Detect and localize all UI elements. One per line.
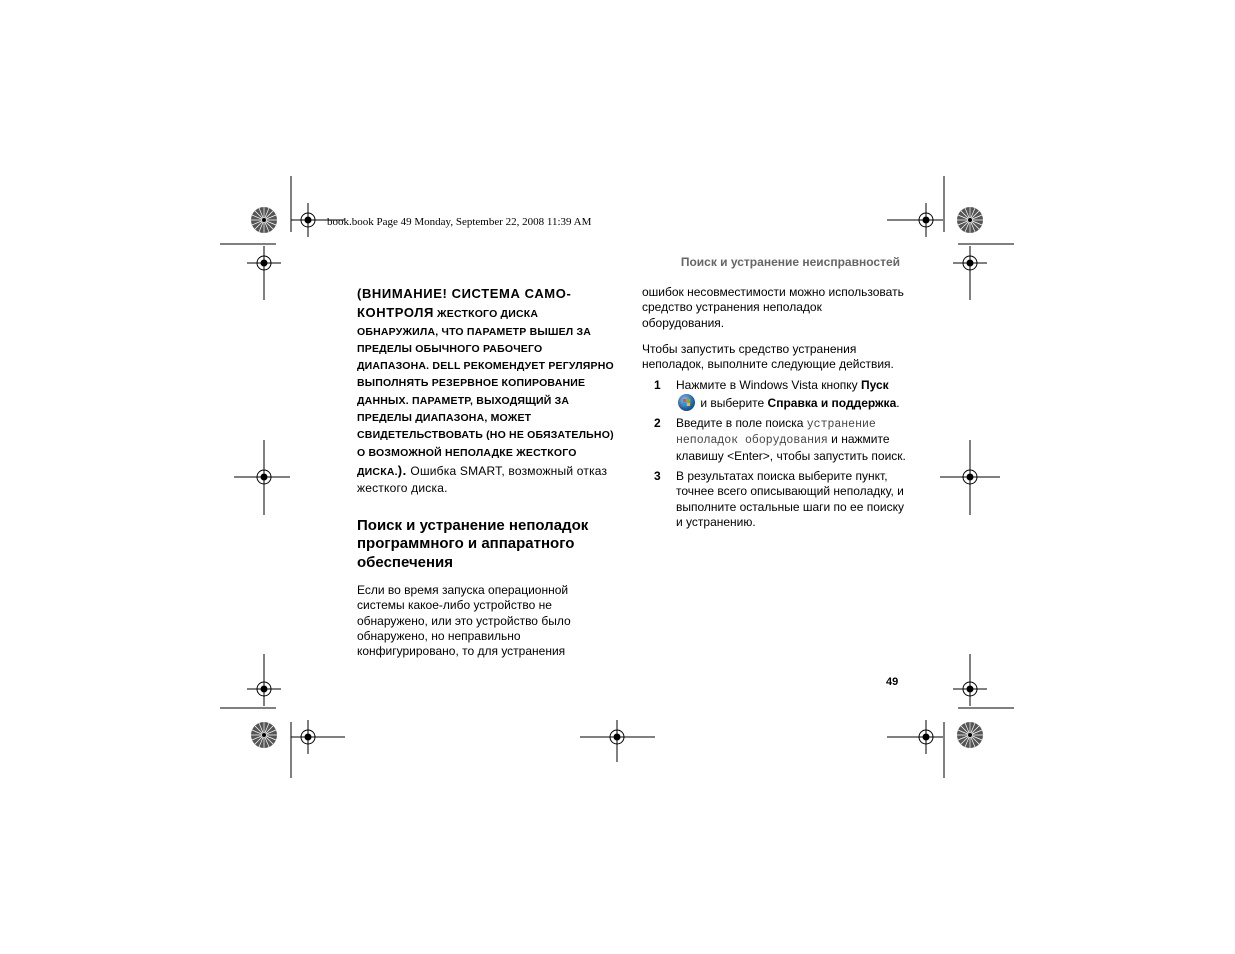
warning-message — [357, 285, 617, 499]
windows-start-icon — [678, 394, 695, 411]
right-paragraph-1: ошибок несовместимости можно использовать средство устранения неполадок оборудования. — [642, 285, 904, 330]
step-text: . — [896, 395, 900, 410]
search-term: устранение неполадок оборудования — [676, 418, 876, 448]
left-column — [357, 285, 617, 660]
right-paragraph-2: Чтобы запустить средство устранения неполадок, выполните следующие действия. — [642, 341, 894, 372]
step-text: и нажмите клавишу <Enter>, чтобы запустить поиск. — [676, 432, 906, 463]
right-column — [642, 285, 907, 535]
warning-title: ВНИМАНИЕ! СИСТЕМА САМО-КОНТРОЛЯ — [357, 286, 572, 321]
step-text: Введите в поле поиска — [676, 416, 807, 431]
step-item — [642, 469, 907, 530]
step-number: 3 — [654, 468, 661, 483]
steps-list — [642, 378, 907, 530]
warning-open: ( — [357, 286, 362, 301]
step-number: 2 — [654, 416, 661, 431]
file-header: book.book Page 49 Monday, September 22, 2008 11:39 AM — [327, 216, 592, 228]
step-text: Нажмите в Windows Vista кнопку — [676, 378, 861, 393]
running-head: Поиск и устранение неисправностей — [680, 255, 900, 269]
start-label: Пуск — [860, 378, 889, 393]
step-text: В результатах поиска выберите пункт, точнее всего описывающий неполадку, и выполните остальные шаги по ее поиску и устранению. — [676, 468, 904, 529]
warning-body: ЖЕСТКОГО ДИСКА ОБНАРУЖИЛА, ЧТО ПАРАМЕТР ВЫШЕЛ ЗА ПРЕДЕЛЫ ОБЫЧНОГО РАБОЧЕГО ДИАПАЗОНА. DELL РЕКОМЕНДУЕТ РЕГУЛЯРНО ВЫПОЛНЯТЬ РЕЗЕРВНОЕ КОПИРОВАНИЕ ДАННЫХ. ПАРАМЕТР, ВЫХОДЯЩИЙ ЗА ПРЕДЕЛЫ ДИАПАЗОНА, МОЖЕТ СВИДЕТЕЛЬСТВОВАТЬ (НО НЕ ОБЯЗАТЕЛЬНО) О ВОЗМОЖНОЙ НЕПОЛАДКЕ ЖЕСТКОГО ДИСКА. — [357, 308, 614, 478]
section-heading: Поиск и устранение неполадок программного и аппаратного обеспечения — [357, 516, 589, 571]
warning-tail: Ошибка SMART, возможный отказ жесткого диска. — [357, 463, 608, 496]
step-item — [642, 416, 907, 464]
step-text: и выберите — [697, 395, 768, 410]
step-number: 1 — [654, 378, 661, 393]
left-paragraph: Если во время запуска операционной системы какое-либо устройство не обнаружено, или это устройство было обнаружено, но неправильно конфигурировано, то для устранения — [357, 583, 571, 659]
warning-close: ). — [397, 462, 407, 478]
page-number: 49 — [886, 676, 899, 688]
step-item — [642, 378, 907, 411]
help-support-label: Справка и поддержка — [767, 395, 897, 410]
